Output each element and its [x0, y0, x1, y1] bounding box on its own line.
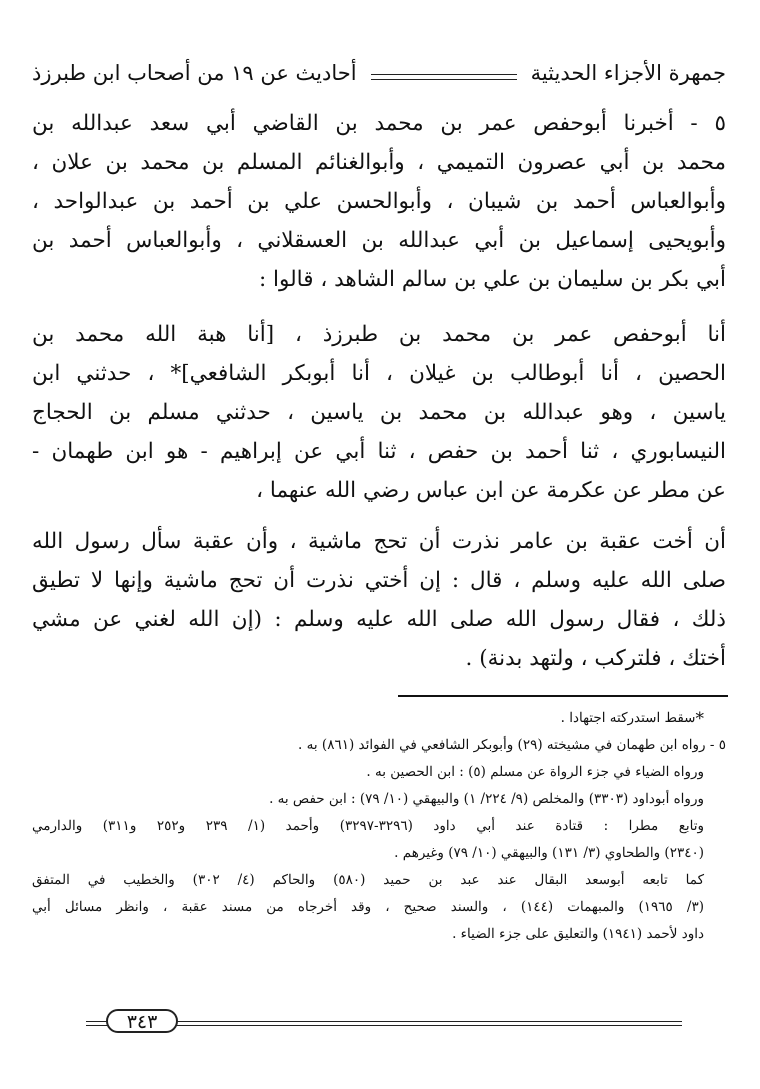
footnote-line: وتابع مطرا : قتادة عند أبي داود (٣٢٩٦-٣٢٩٧) وأحمد (١/ ٢٣٩ و٢٥٢ و٣١١) والدارمي	[32, 818, 705, 834]
paragraph-isnad	[32, 104, 726, 299]
footnote-line: ورواه الضياء في جزء الرواة عن مسلم (٥) : ابن الحصين به .	[366, 764, 704, 780]
text-line: وأبويحيى إسماعيل بن أبي عبدالله بن العسقلاني ، وأبوالعباس أحمد بن	[32, 228, 726, 253]
asterisk-mark: *	[695, 709, 704, 729]
footnote-star	[32, 705, 726, 732]
text-line: عن مطر عن عكرمة عن ابن عباس رضي الله عنهما ،	[256, 478, 726, 503]
footnotes	[32, 705, 726, 948]
text-line: محمد بن أبي عصرون التميمي ، وأبوالغنائم المسلم بن محمد بن علان ،	[32, 150, 726, 175]
paragraph-gap	[32, 510, 726, 522]
main-text	[32, 104, 726, 678]
running-header	[32, 56, 726, 90]
text-line: أنا أبوحفص عمر بن محمد بن طبرزذ ، [أنا هبة الله محمد بن	[32, 322, 726, 347]
chapter-title: أحاديث عن ١٩ من أصحاب ابن طبرزذ	[32, 61, 357, 85]
text-line: صلى الله عليه وسلم ، قال : إن أختي نذرت أن تحج ماشية وإنها لا تطيق	[32, 568, 726, 593]
footnote-line: داود لأحمد (١٩٤١) والتعليق على جزء الضياء .	[452, 926, 704, 942]
text-line: ذلك ، فقال رسول الله صلى الله عليه وسلم : (إن الله لغني عن مشي	[32, 607, 726, 632]
footnote-star-text: سقط استدركته اجتهادا .	[560, 710, 696, 726]
text-line: أختك ، فلتركب ، ولتهد بدنة) .	[465, 646, 726, 671]
text-line: أبي بكر بن سليمان بن علي بن سالم الشاهد ، قالوا :	[258, 267, 726, 292]
paragraph-chain	[32, 315, 726, 510]
paragraph-gap	[32, 299, 726, 315]
page-footer	[86, 1012, 682, 1034]
footnote-line: ٥ - رواه ابن طهمان في مشيخته (٢٩) وأبوبكر الشافعي في الفوائد (٨٦١) به .	[298, 737, 726, 753]
text-line: الحصين ، أنا أبوطالب بن غيلان ، أنا أبوبكر الشافعي]* ، حدثني ابن	[32, 361, 726, 386]
text-line: أن أخت عقبة بن عامر نذرت أن تحج ماشية ، وأن عقبة سأل رسول الله	[32, 529, 726, 554]
page-number: ٣٤٣	[106, 1009, 178, 1033]
text-line: النيسابوري ، ثنا أحمد بن حفص ، ثنا أبي عن إبراهيم - هو ابن طهمان -	[32, 439, 726, 464]
header-double-rule	[371, 74, 517, 80]
paragraph-matn	[32, 522, 726, 678]
book-title: جمهرة الأجزاء الحديثية	[530, 61, 726, 85]
text-line: وأبوالعباس أحمد بن شيبان ، وأبوالحسن علي بن أحمد بن عبدالواحد ،	[32, 189, 726, 214]
footnote-line: ورواه أبوداود (٣٣٠٣) والمخلص (٩/ ٢٢٤/ ١) والبيهقي (١٠/ ٧٩) : ابن حفص به .	[269, 791, 704, 807]
text-line: ياسين ، وهو عبدالله بن محمد بن ياسين ، حدثني مسلم بن الحجاج	[32, 400, 726, 425]
footnote-line: (٣/ ١٩٦٥) والمبهمات (١٤٤) ، والسند صحيح ، وقد أخرجاه من مسند عقبة ، وانظر مسائل أبي	[32, 899, 704, 915]
footnote-line: (٢٣٤٠) والطحاوي (٣/ ١٣١) والبيهقي (١٠/ ٧٩) وغيرهم .	[394, 845, 704, 861]
footnote-line: كما تابعه أبوسعد البقال عند عبد بن حميد (٥٨٠) والحاكم (٤/ ٣٠٢) والخطيب في المتفق	[32, 872, 704, 888]
footnote-separator	[398, 695, 728, 697]
text-line: ٥ - أخبرنا أبوحفص عمر بن محمد بن القاضي أبي سعد عبدالله بن	[32, 111, 726, 136]
